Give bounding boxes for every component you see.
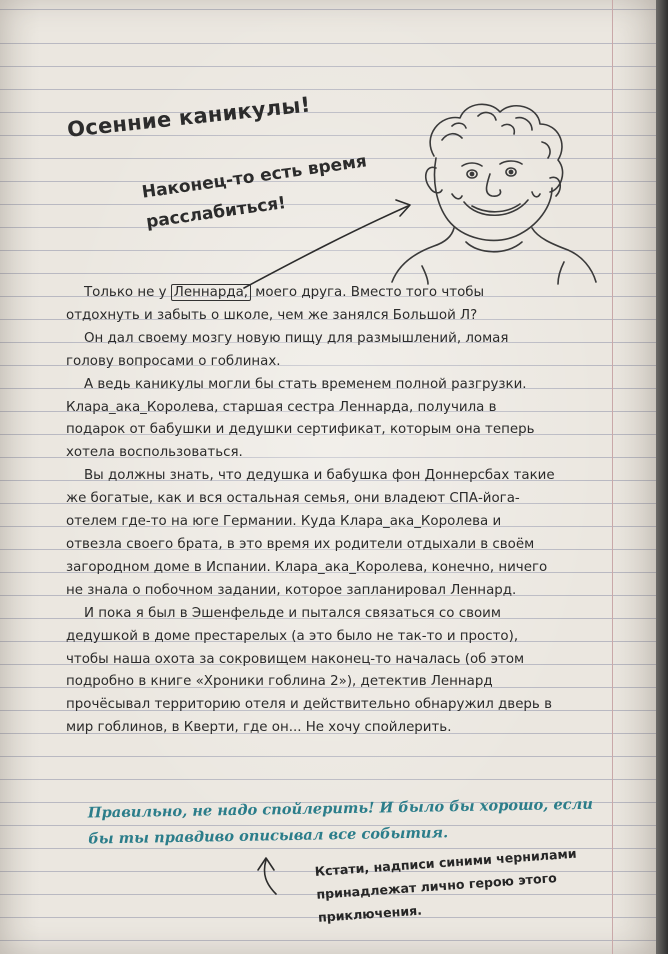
page-edge-shadow: [656, 0, 668, 954]
paragraph: Вы должны знать, что дедушка и бабушка фон Доннерсбах такие же богатые, как и вся остальная семья, они владеют СПА-йога-отелем где-то на юге Германии. Куда Клара_ака_Королева и отвезла своего брата, в это время их родители отдыхали в своём загородном доме в Испании. Клара_ака_Королева, конечно, ничего не знала о побочном задании, которое запланировал Леннард.: [66, 468, 555, 598]
note-arrowhead: [258, 858, 274, 870]
paragraph: И пока я был в Эшенфельде и пытался связаться со своим дедушкой в доме престарелых (а это было не так-то и просто), чтобы наша охота за сокровищем наконец-то началась (об этом подробно в книге «Хроники гоблина 2»), детектив Леннард прочёсывал территорию отеля и действительно обнаружил дверь в мир гоблинов, в Кверти, где он... Не хочу спойлерить.: [66, 605, 552, 736]
paragraph-text: Только не у: [84, 285, 171, 300]
character-sketch-illustration: [382, 96, 602, 286]
paragraph: Он дал своему мозгу новую пищу для размышлений, ломая голову вопросами о гоблинах.: [66, 330, 509, 369]
page-heading: Осенние каникулы!: [66, 92, 312, 142]
page-subheading: Наконец-то есть время расслабиться!: [140, 151, 368, 233]
story-body: [66, 282, 556, 740]
side-note: Кстати, надписи синими чернилами принадлежат лично герою этого приключения.: [314, 845, 577, 925]
paragraph: А ведь каникулы могли бы стать временем полной разгрузки. Клара_ака_Королева, старшая сестра Леннарда, получила в подарок от бабушки и дедушки сертификат, которым она теперь хотела воспользоваться.: [66, 376, 535, 461]
paragraph-text: моего друга. Вместо того чтобы отдохнуть и забыть о школе, чем же занялся Большой Л?: [66, 285, 485, 323]
note-arrow: [264, 860, 276, 894]
paragraph: [66, 282, 556, 328]
margin-line: [612, 0, 613, 954]
blue-ink-note: Правильно, не надо спойлерить! И было бы хорошо, если бы ты правдиво описывал все события.: [87, 795, 594, 848]
boxed-name: Леннарда,: [171, 284, 251, 301]
